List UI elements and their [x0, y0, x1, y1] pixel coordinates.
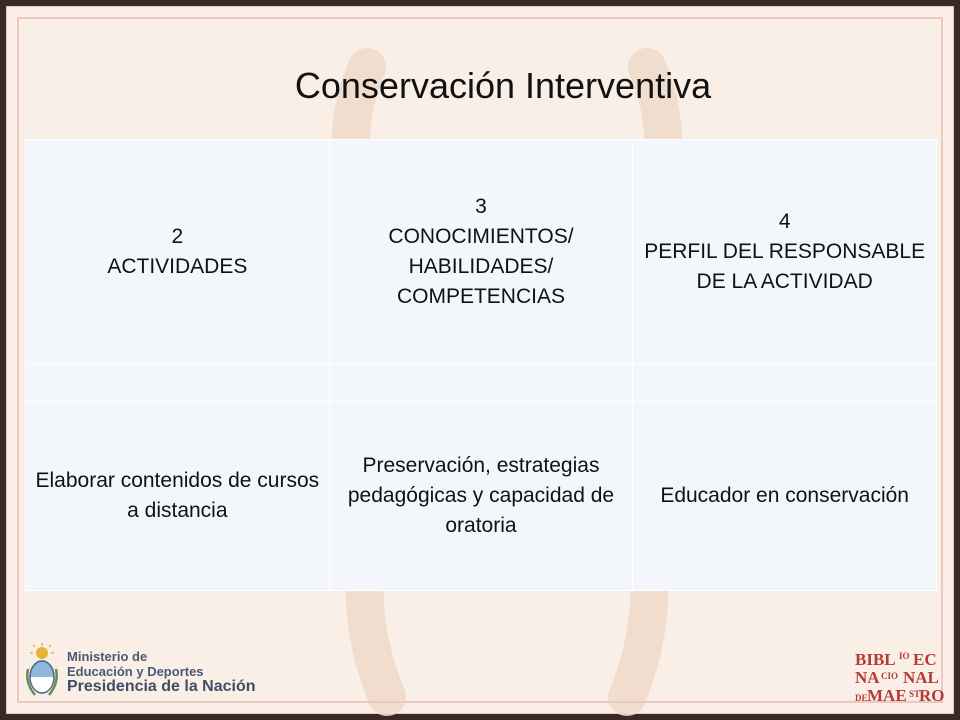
ministry-logo — [25, 643, 295, 703]
table-cell: Elaborar contenidos de cursos a distancia — [26, 402, 330, 591]
header-label: CONOCIMIENTOS/ HABILIDADES/ COMPETENCIAS — [388, 225, 574, 308]
ministry-name-line1: Ministerio de — [67, 649, 148, 664]
svg-text:RO: RO — [919, 686, 945, 705]
table-row — [26, 402, 937, 591]
svg-text:IO: IO — [899, 651, 910, 661]
slide — [6, 6, 954, 714]
slide-title: Conservación Interventiva — [294, 65, 712, 106]
svg-text:CIO: CIO — [881, 671, 899, 681]
header-number: 3 — [475, 195, 487, 218]
svg-text:DE: DE — [855, 693, 868, 703]
svg-text:MAE: MAE — [867, 686, 907, 705]
table-header-row — [26, 140, 937, 365]
table-cell: Educador en conservación — [633, 402, 937, 591]
header-label: ACTIVIDADES — [107, 255, 248, 278]
ministry-name-line2: Educación y Deportes — [67, 664, 204, 679]
svg-text:NA: NA — [855, 668, 880, 687]
empty-cell — [26, 365, 330, 402]
svg-text:BIBL: BIBL — [855, 650, 896, 669]
empty-cell — [329, 365, 633, 402]
header-cell-profile — [633, 140, 937, 365]
header-cell-knowledge — [329, 140, 633, 365]
header-number: 2 — [171, 225, 184, 248]
svg-text:ST: ST — [909, 689, 921, 699]
content-table — [25, 139, 937, 591]
header-number: 4 — [778, 210, 791, 233]
header-label: PERFIL DEL RESPONSABLE DE LA ACTIVIDAD — [644, 240, 926, 293]
table-cell: Preservación, estrategias pedagógicas y capacidad de oratoria — [329, 402, 633, 591]
svg-text:EC: EC — [913, 650, 937, 669]
library-logo — [855, 649, 945, 705]
table-spacer-row — [26, 365, 937, 402]
empty-cell — [633, 365, 937, 402]
svg-text:NAL: NAL — [903, 668, 939, 687]
presidency-name: Presidencia de la Nación — [67, 678, 256, 695]
national-shield-icon — [25, 643, 59, 699]
header-cell-activities — [26, 140, 330, 365]
